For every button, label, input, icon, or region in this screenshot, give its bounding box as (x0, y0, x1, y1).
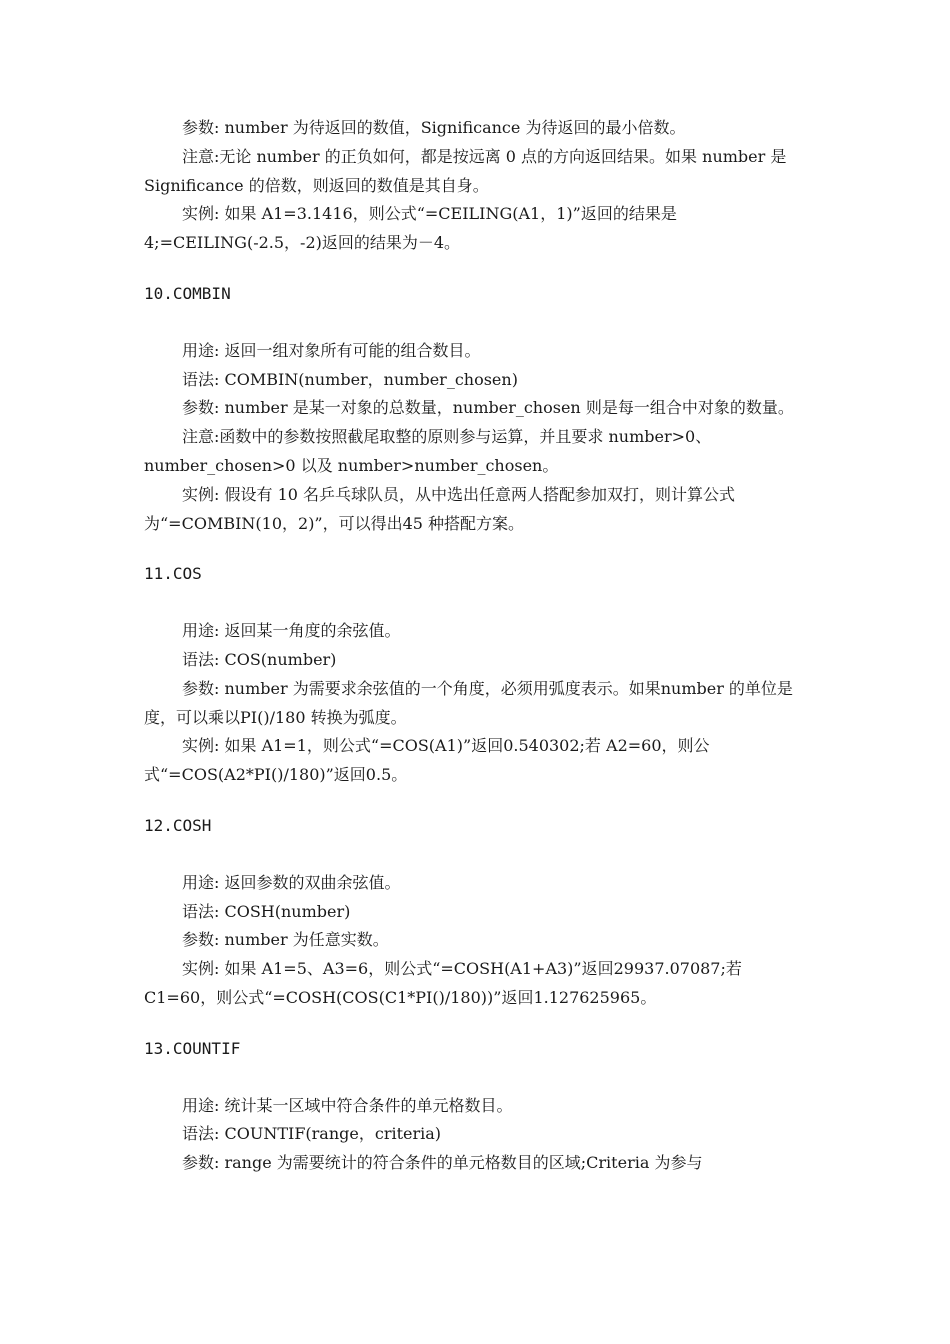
section-heading-countif: 13.COUNTIF (144, 1038, 241, 1058)
combin-usage: 用途: 返回一组对象所有可能的组合数目。 (182, 340, 481, 360)
document-page (144, 114, 814, 1178)
combin-parameters: 参数: number 是某一对象的总数量，number_chosen 则是每一组合中对象的数量。 (182, 398, 794, 418)
cos-usage: 用途: 返回某一角度的余弦值。 (182, 621, 401, 641)
cosh-example: 实例: 如果 A1=5、A3=6，则公式“=COSH(A1+A3)”返回29937.07087;若 C1=60，则公式“=COSH(COS(C1*PI()/180))”返回1.127625965。 (144, 959, 747, 1007)
cosh-parameters: 参数: number 为任意实数。 (182, 930, 389, 950)
combin-syntax: 语法: COMBIN(number，number_chosen) (182, 369, 518, 389)
intro-parameters: 参数: number 为待返回的数值，Significance 为待返回的最小倍数。 (182, 118, 686, 137)
cos-syntax: 语法: COS(number) (182, 649, 337, 669)
combin-note: 注意:函数中的参数按照截尾取整的原则参与运算，并且要求 number>0、number_chosen>0 以及 number>number_chosen。 (144, 427, 712, 475)
countif-usage: 用途: 统计某一区域中符合条件的单元格数目。 (182, 1095, 513, 1115)
combin-example: 实例: 假设有 10 名乒乓球队员，从中选出任意两人搭配参加双打，则计算公式为“=COMBIN(10，2)”，可以得出45 种搭配方案。 (144, 484, 736, 533)
section-heading-cos: 11.COS (144, 564, 202, 584)
intro-note: 注意:无论 number 的正负如何，都是按远离 0 点的方向返回结果。如果 number 是 Significance 的倍数，则返回的数值是其自身。 (144, 146, 792, 195)
intro-example: 实例: 如果 A1=3.1416，则公式“=CEILING(A1，1)”返回的结果是 4;=CEILING(-2.5，-2)返回的结果为－4。 (144, 204, 682, 253)
section-heading-combin: 10.COMBIN (144, 283, 231, 303)
cosh-syntax: 语法: COSH(number) (182, 901, 351, 921)
cosh-usage: 用途: 返回参数的双曲余弦值。 (182, 872, 401, 892)
countif-parameters: 参数: range 为需要统计的符合条件的单元格数目的区域;Criteria 为参与 (182, 1153, 703, 1173)
section-heading-cosh: 12.COSH (144, 815, 212, 835)
cos-parameters: 参数: number 为需要求余弦值的一个角度，必须用弧度表示。如果number 的单位是度，可以乘以PI()/180 转换为弧度。 (144, 678, 793, 727)
countif-syntax: 语法: COUNTIF(range，criteria) (182, 1124, 442, 1144)
cos-example: 实例: 如果 A1=1，则公式“=COS(A1)”返回0.540302;若 A2=60，则公式“=COS(A2*PI()/180)”返回0.5。 (144, 736, 710, 785)
